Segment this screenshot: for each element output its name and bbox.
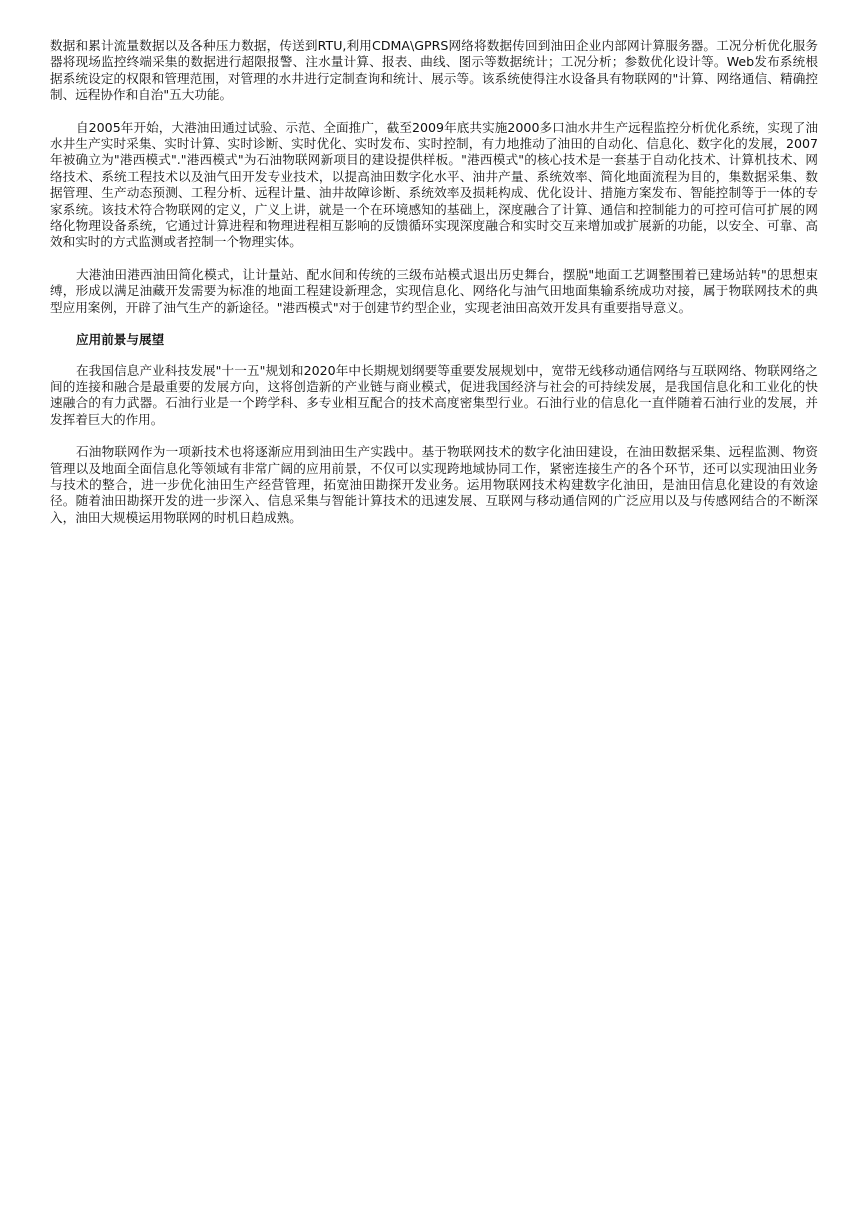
- section-heading: 应用前景与展望: [76, 332, 165, 348]
- paragraph-continuation: 数据和累计流量数据以及各种压力数据，传送到RTU,利用CDMA\GPRS网络将数据传回到油田企业内部网计算服务器。工况分析优化服务器将现场监控终端采集的数据进行超限报警、注水量计算、报表、曲线、图示等数据统计；工况分析；参数优化设计等。Web发布系统根据系统设定的权限和管理范围，对管理的水井进行定制查询和统计、展示等。该系统使得注水设备具有物联网的"计算、网络通信、精确控制、远程协作和自治"五大功能。: [50, 38, 818, 103]
- paragraph-oil-iot: 石油物联网作为一项新技术也将逐渐应用到油田生产实践中。基于物联网技术的数字化油田建设，在油田数据采集、远程监测、物资管理以及地面全面信息化等领域有非常广阔的应用前景，不仅可以实现跨地域协同工作，紧密连接生产的各个环节，还可以实现油田业务与技术的整合，进一步优化油田生产经营管理，拓宽油田勘探开发业务。运用物联网技术构建数字化油田，是油田信息化建设的有效途径。随着油田勘探开发的进一步深入、信息采集与智能计算技术的迅速发展、互联网与移动通信网的广泛应用以及与传感网结合的不断深入，油田大规模运用物联网的时机日趋成熟。: [50, 444, 818, 525]
- paragraph-industry-plan: 在我国信息产业科技发展"十一五"规划和2020年中长期规划纲要等重要发展规划中，宽带无线移动通信网络与互联网络、物联网络之间的连接和融合是最重要的发展方向，这将创造新的产业链与商业模式，促进我国经济与社会的可持续发展，是我国信息化和工业化的快速融合的有力武器。石油行业是一个跨学科、多专业相互配合的技术高度密集型行业。石油行业的信息化一直伴随着石油行业的发展，并发挥着巨大的作用。: [50, 362, 818, 427]
- paragraph-simplified-mode: 大港油田港西油田简化模式，让计量站、配水间和传统的三级布站模式退出历史舞台，摆脱"地面工艺调整围着已建场站转"的思想束缚，形成以满足油藏开发需要为标准的地面工程建设新理念，实现信息化、网络化与油气田地面集输系统成功对接，属于物联网技术的典型应用案例，开辟了油气生产的新途径。"港西模式"对于创建节约型企业，实现老油田高效开发具有重要指导意义。: [50, 266, 818, 315]
- paragraph-gangxi-model: 自2005年开始，大港油田通过试验、示范、全面推广，截至2009年底共实施2000多口油水井生产远程监控分析优化系统，实现了油水井生产实时采集、实时计算、实时诊断、实时优化、实时发布、实时控制，有力地推动了油田的自动化、信息化、数字化的发展，2007年被确立为"港西模式"."港西模式"为石油物联网新项目的建设提供样板。"港西模式"的核心技术是一套基于自动化技术、计算机技术、网络技术、系统工程技术以及油气田开发专业技术，以提高油田数字化水平、油井产量、系统效率、简化地面流程为目的，集数据采集、数据管理、生产动态预测、工程分析、远程计量、油井故障诊断、系统效率及损耗构成、优化设计、措施方案发布、智能控制等于一体的专家系统。该技术符合物联网的定义，广义上讲，就是一个在环境感知的基础上，深度融合了计算、通信和控制能力的可控可信可扩展的网络化物理设备系统，它通过计算进程和物理进程相互影响的反馈循环实现深度融合和实时交互来增加或扩展新的功能，以安全、可靠、高效和实时的方式监测或者控制一个物理实体。: [50, 119, 818, 250]
- document-page: [50, 38, 818, 542]
